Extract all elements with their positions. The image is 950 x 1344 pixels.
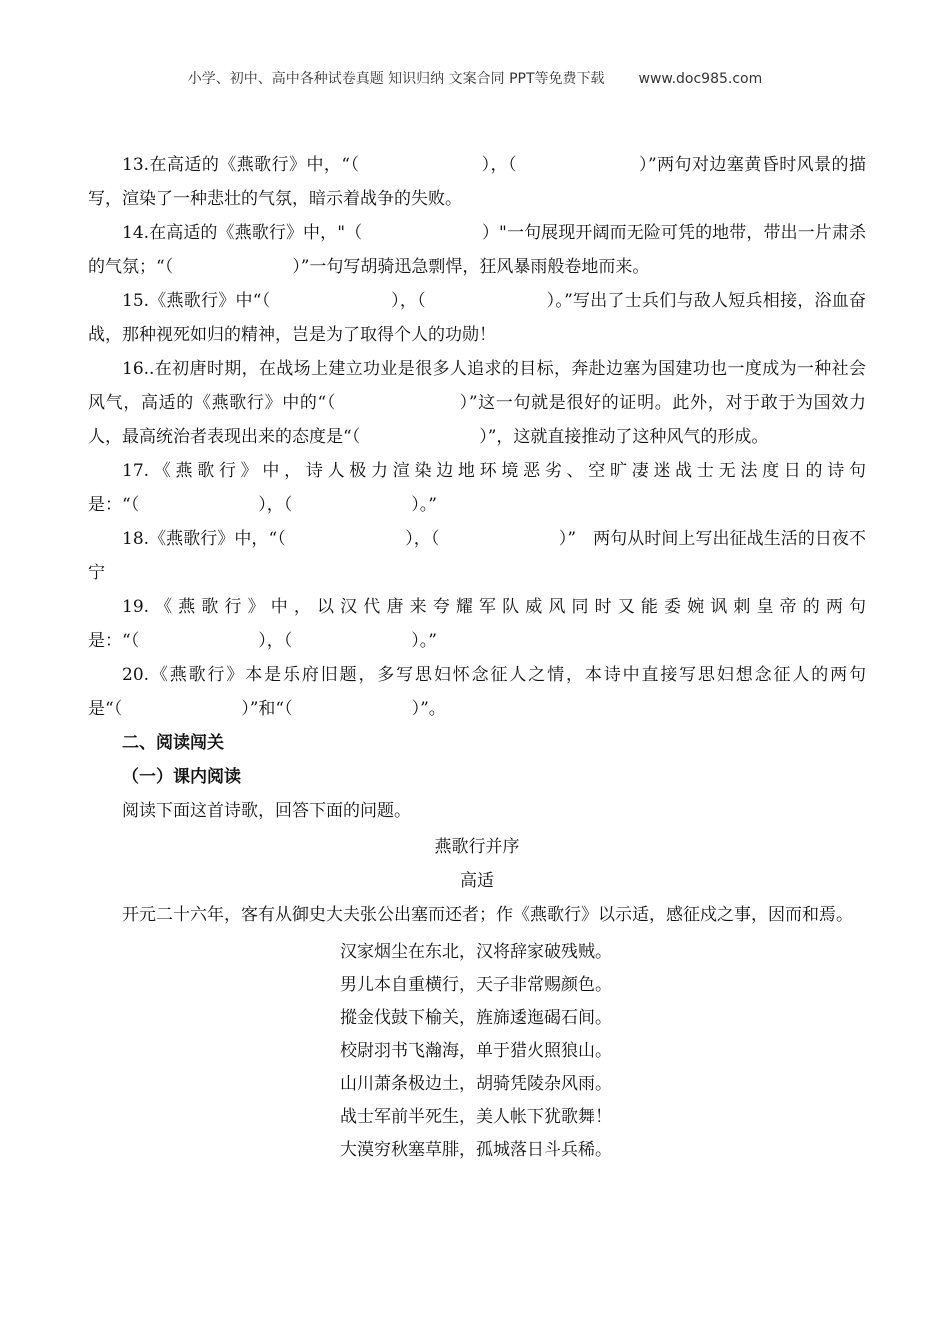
poem-line: 摐金伐鼓下榆关，旌旆逶迤碣石间。 <box>340 1008 612 1028</box>
section-title: 二、阅读闯关 <box>122 733 224 753</box>
poem-preface: 开元二十六年，客有从御史大夫张公出塞而还者；作《燕歌行》以示适，感征戍之事，因而和焉。 <box>122 905 853 925</box>
document-body <box>88 148 866 1167</box>
poem-line: 大漠穷秋塞草腓，孤城落日斗兵稀。 <box>340 1140 612 1160</box>
subsection-title: （一）课内阅读 <box>122 767 241 787</box>
poem-line: 汉家烟尘在东北，汉将辞家破残贼。 <box>340 942 612 962</box>
question-14: 14.在高适的《燕歌行》中，"（ ）"一句展现开阔而无险可凭的地带，带出一片肃杀的气氛；“（ ）”一句写胡骑迅急剽悍，狂风暴雨般卷地而来。 <box>88 223 866 277</box>
page-header <box>0 68 950 88</box>
poem-line: 战士军前半死生，美人帐下犹歌舞！ <box>340 1107 612 1127</box>
question-19: 19.《燕歌行》中，以汉代唐来夸耀军队威风同时又能委婉讽刺皇帝的两句是：“（ ），（ ）。” <box>88 597 866 651</box>
header-url[interactable]: www.doc985.com <box>638 71 763 87</box>
question-17: 17.《燕歌行》中，诗人极力渲染边地环境恶劣、空旷凄迷战士无法度日的诗句是：“（ ），（ ）。” <box>88 461 866 515</box>
poem-title: 燕歌行并序 <box>434 837 520 857</box>
question-18: 18.《燕歌行》中，“（ ），（ ）” 两句从时间上写出征战生活的日夜不宁 <box>88 529 866 583</box>
question-13: 13.在高适的《燕歌行》中，“（ ），（ ）”两句对边塞黄昏时风景的描写，渲染了一种悲壮的气氛，暗示着战争的失败。 <box>88 155 866 209</box>
poem-line: 山川萧条极边土，胡骑凭陵杂风雨。 <box>340 1074 612 1094</box>
question-15: 15.《燕歌行》中“（ ），（ ）。”写出了士兵们与敌人短兵相接，浴血奋战，那种视死如归的精神，岂是为了取得个人的功勋！ <box>88 291 866 345</box>
header-text: 小学、初中、高中各种试卷真题 知识归纳 文案合同 PPT等免费下载 <box>187 71 605 87</box>
question-20: 20.《燕歌行》本是乐府旧题，多写思妇怀念征人之情，本诗中直接写思妇想念征人的两句是“（ ）”和“（ ）”。 <box>88 665 866 719</box>
question-16: 16..在初唐时期，在战场上建立功业是很多人追求的目标，奔赴边塞为国建功也一度成为一种社会风气，高适的《燕歌行》中的“（ ）”这一句就是很好的证明。此外，对于敢于为国效力人，最高统治者表现出来的态度是“（ ）”，这就直接推动了这种风气的形成。 <box>88 359 866 447</box>
reading-instruction: 阅读下面这首诗歌，回答下面的问题。 <box>122 801 411 821</box>
poem-author: 高适 <box>460 871 494 891</box>
poem-body <box>88 936 866 1167</box>
poem-line: 校尉羽书飞瀚海，单于猎火照狼山。 <box>340 1041 612 1061</box>
poem-line: 男儿本自重横行，天子非常赐颜色。 <box>340 975 612 995</box>
